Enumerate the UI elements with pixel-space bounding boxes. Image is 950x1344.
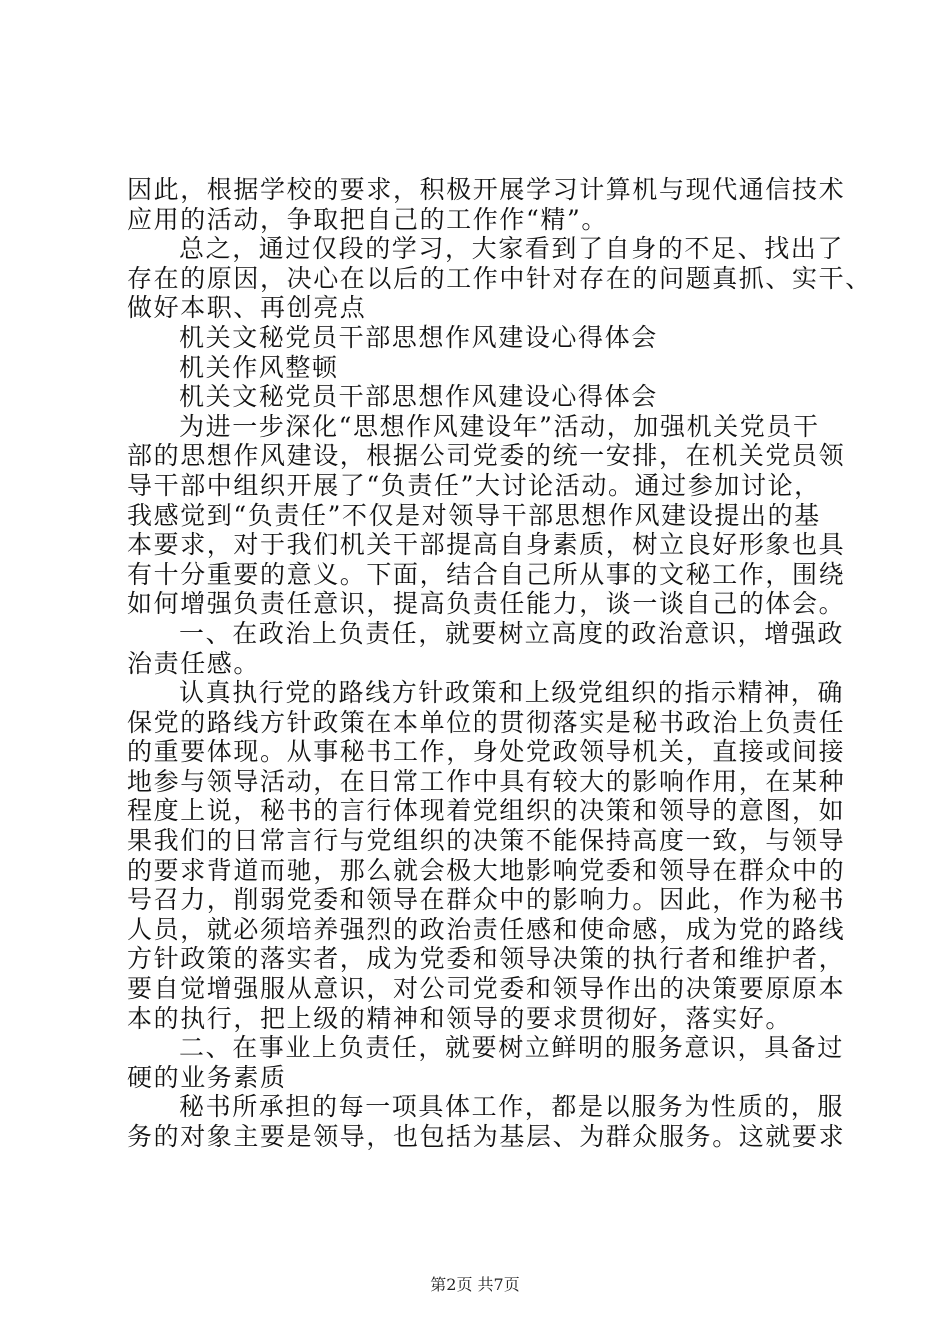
text-line: 做好本职、再创亮点 bbox=[127, 293, 367, 323]
text-line: 存在的原因，决心在以后的工作中针对存在的问题真抓、实干、 bbox=[127, 263, 872, 293]
text-line: 本要求，对于我们机关干部提高自身素质，树立良好形象也具 bbox=[127, 530, 846, 560]
text-line: 机关文秘党员干部思想作风建设心得体会 bbox=[179, 382, 658, 412]
text-line: 务的对象主要是领导，也包括为基层、为群众服务。这就要求 bbox=[127, 1122, 846, 1151]
text-line: 部的思想作风建设，根据公司党委的统一安排，在机关党员领 bbox=[127, 441, 846, 471]
text-line: 因此，根据学校的要求，积极开展学习计算机与现代通信技术 bbox=[127, 175, 846, 204]
text-line: 机关作风整顿 bbox=[179, 352, 339, 382]
text-line: 本的执行，把上级的精神和领导的要求贯彻好，落实好。 bbox=[127, 1003, 793, 1033]
text-line: 方针政策的落实者，成为党委和领导决策的执行者和维护者， bbox=[127, 944, 846, 974]
text-line: 的重要体现。从事秘书工作，身处党政领导机关，直接或间接 bbox=[127, 737, 846, 767]
text-line: 号召力，削弱党委和领导在群众中的影响力。因此，作为秘书 bbox=[127, 885, 846, 915]
text-line: 如何增强负责任意识，提高负责任能力，谈一谈自己的体会。 bbox=[127, 589, 846, 619]
text-line: 人员，就必须培养强烈的政治责任感和使命感，成为党的路线 bbox=[127, 914, 846, 944]
text-line: 二、在事业上负责任，就要树立鲜明的服务意识，具备过 bbox=[179, 1033, 845, 1063]
text-line: 总之，通过仅段的学习，大家看到了自身的不足、找出了 bbox=[179, 234, 845, 264]
text-line: 地参与领导活动，在日常工作中具有较大的影响作用，在某种 bbox=[127, 766, 846, 796]
text-line: 保党的路线方针政策在本单位的贯彻落实是秘书政治上负责任 bbox=[127, 707, 846, 737]
document-body bbox=[127, 175, 872, 1152]
text-line: 果我们的日常言行与党组织的决策不能保持高度一致，与领导 bbox=[127, 826, 846, 856]
text-line: 导干部中组织开展了“负责任”大讨论活动。通过参加讨论， bbox=[127, 470, 821, 500]
text-line: 我感觉到“负责任”不仅是对领导干部思想作风建设提出的基 bbox=[127, 500, 821, 530]
text-line: 应用的活动，争取把自己的工作作“精”。 bbox=[127, 204, 608, 234]
text-line: 机关文秘党员干部思想作风建设心得体会 bbox=[179, 322, 658, 352]
text-line: 为进一步深化“思想作风建设年”活动，加强机关党员干 bbox=[179, 411, 820, 441]
page-footer: 第2页 共7页 bbox=[430, 1275, 520, 1294]
text-line: 治责任感。 bbox=[127, 648, 261, 678]
text-line: 一、在政治上负责任，就要树立高度的政治意识，增强政 bbox=[179, 618, 845, 648]
text-line: 认真执行党的路线方针政策和上级党组织的指示精神，确 bbox=[179, 678, 845, 708]
text-line: 要自觉增强服从意识，对公司党委和领导作出的决策要原原本 bbox=[127, 974, 846, 1004]
text-line: 有十分重要的意义。下面，结合自己所从事的文秘工作，围绕 bbox=[127, 559, 846, 589]
text-line: 的要求背道而驰，那么就会极大地影响党委和领导在群众中的 bbox=[127, 855, 846, 885]
text-line: 秘书所承担的每一项具体工作，都是以服务为性质的，服 bbox=[179, 1092, 845, 1122]
text-line: 硬的业务素质 bbox=[127, 1062, 287, 1092]
text-line: 程度上说，秘书的言行体现着党组织的决策和领导的意图，如 bbox=[127, 796, 846, 826]
